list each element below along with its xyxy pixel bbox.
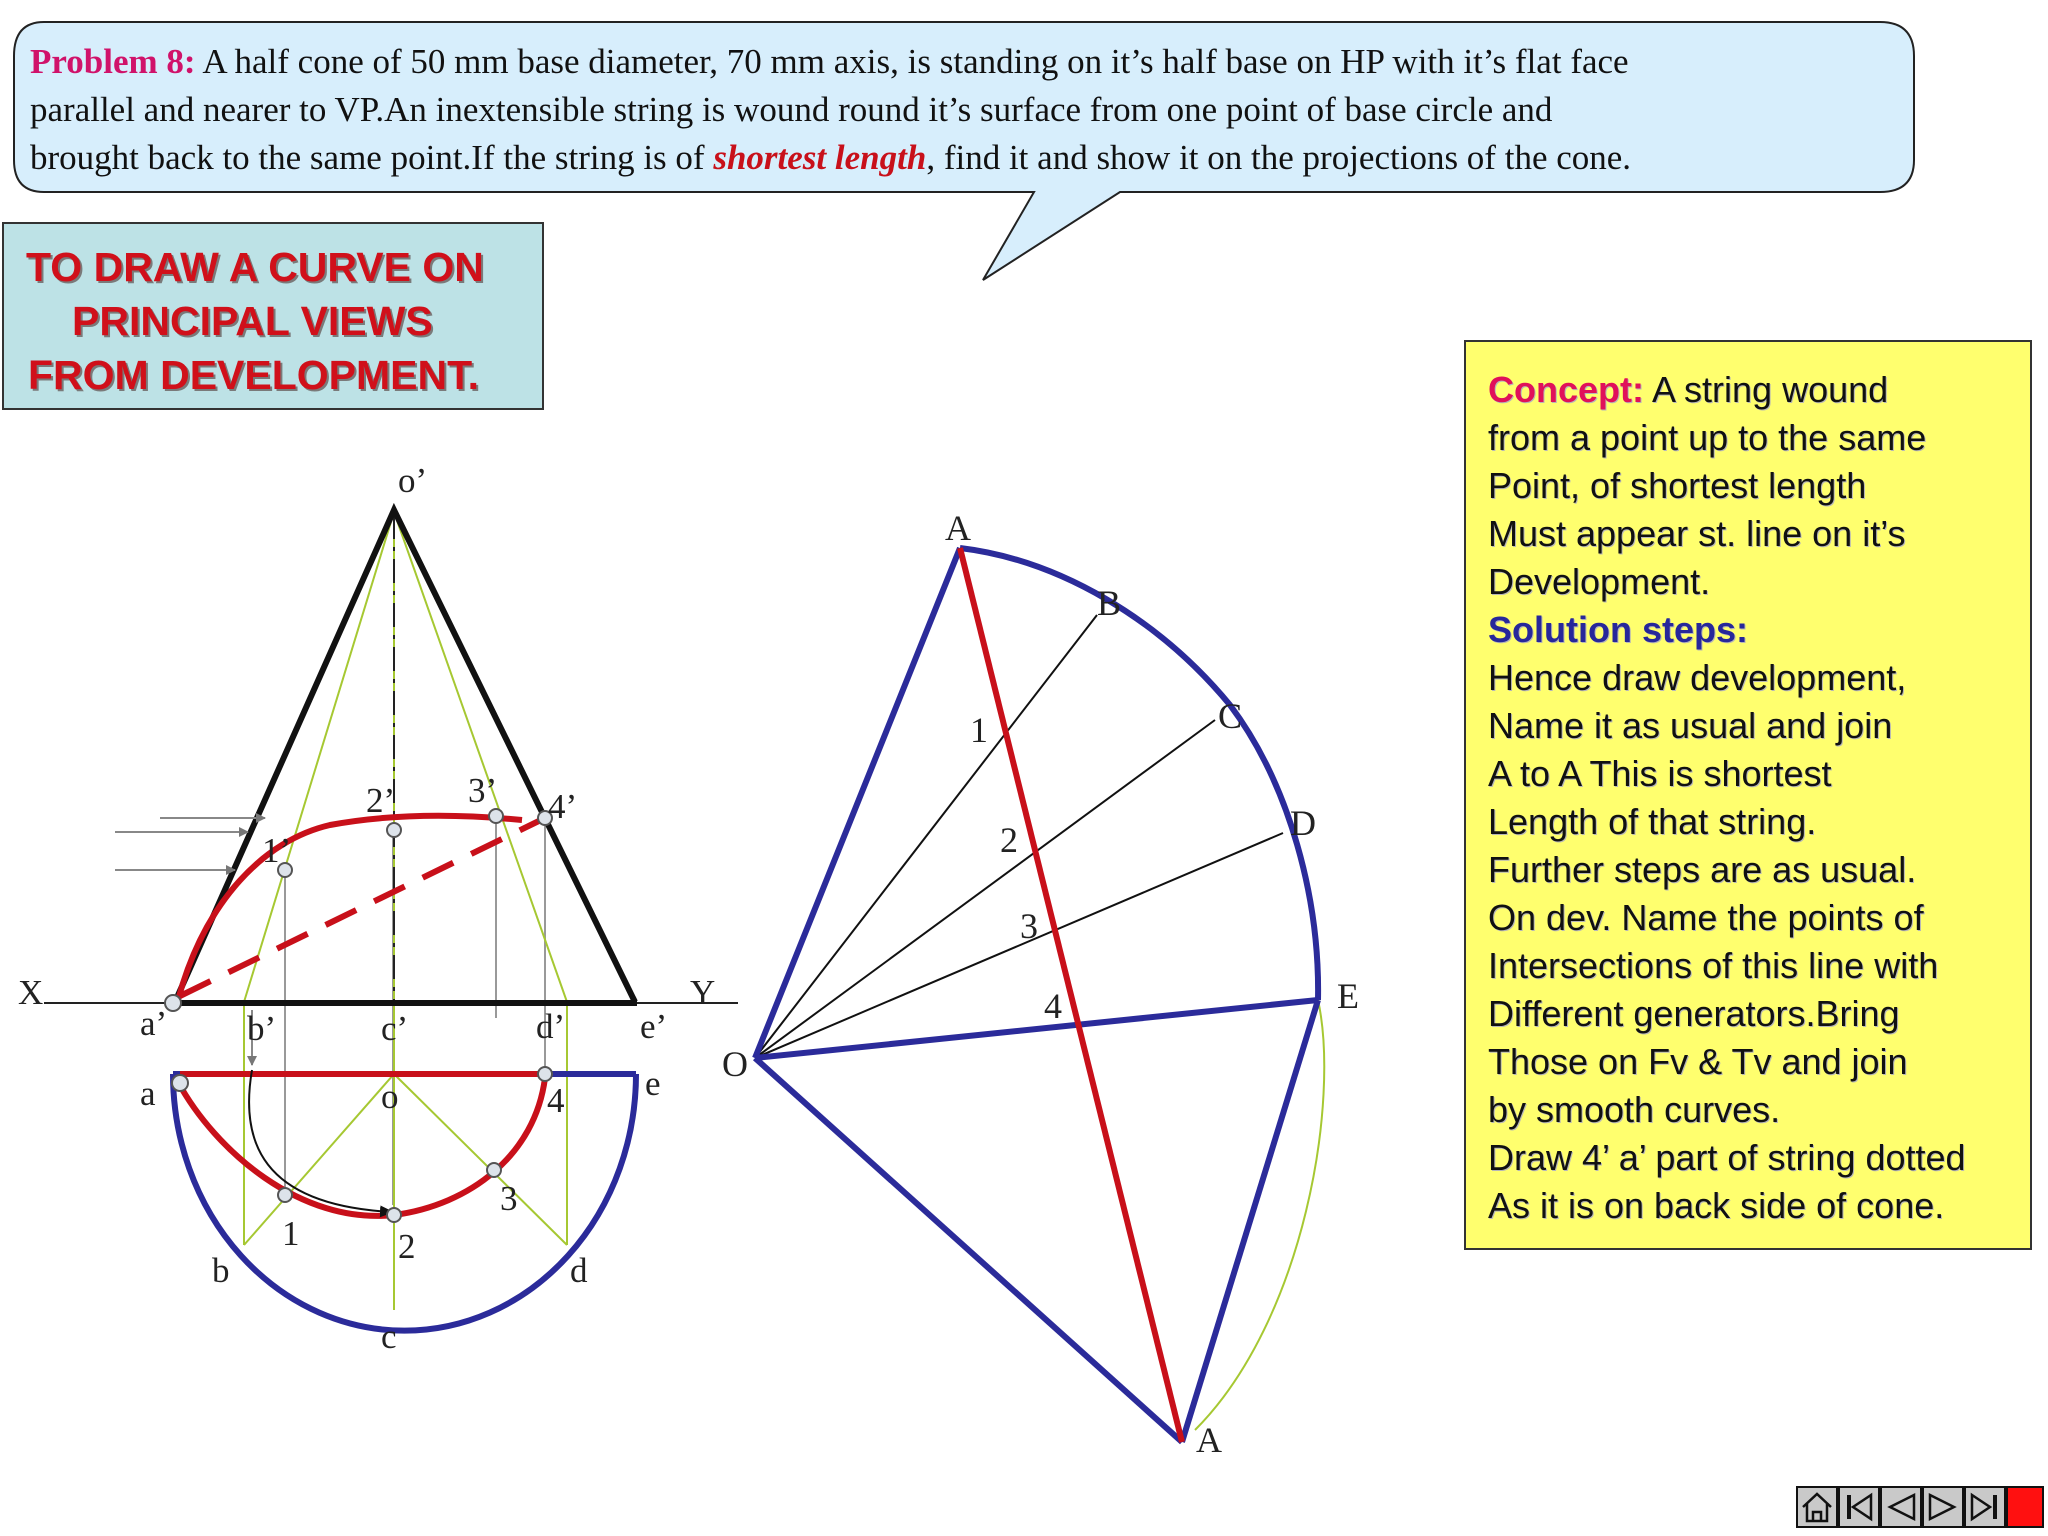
- point-label: 3: [500, 1179, 518, 1218]
- title-line-2: PRINCIPAL VIEWS: [72, 298, 433, 344]
- solution-line: Draw 4’ a’ part of string dotted: [1488, 1137, 1966, 1178]
- point-marker: [165, 995, 181, 1011]
- problem-emphasis: shortest length: [713, 138, 927, 177]
- unwind-arrow: [249, 1070, 392, 1212]
- point-label: 2’: [366, 781, 396, 820]
- concept-line-1: A string wound: [1644, 369, 1889, 410]
- last-slide-button[interactable]: [1964, 1486, 2006, 1528]
- problem-line2: parallel and nearer to VP.An inextensible string is wound round it’s surface from one point of base circle and: [30, 90, 1553, 129]
- solution-line: Length of that string.: [1488, 801, 1817, 842]
- point-marker: [487, 1163, 501, 1177]
- string-hidden-fv: [180, 818, 545, 996]
- base-label: c’: [381, 1009, 409, 1048]
- point-marker: [172, 1075, 188, 1091]
- shortest-string-line: [960, 548, 1182, 1442]
- solution-heading: Solution steps:: [1488, 609, 1748, 650]
- base-label: b’: [247, 1009, 277, 1048]
- point-label: 4’: [548, 787, 578, 826]
- next-slide-button[interactable]: [1922, 1486, 1964, 1528]
- previous-slide-icon: [1882, 1488, 1920, 1526]
- point-marker: [489, 809, 503, 823]
- tv-b-label: b: [212, 1251, 230, 1290]
- base-label: e’: [640, 1007, 668, 1046]
- problem-line3-before: brought back to the same point.If the string is of: [30, 138, 714, 177]
- dev-generator-oe: [755, 1000, 1318, 1058]
- dev-e-label: E: [1337, 976, 1359, 1016]
- problem-label: Problem 8:: [30, 42, 196, 81]
- next-slide-icon: [1924, 1488, 1962, 1526]
- generator-line: [394, 512, 567, 1002]
- point-label: 1: [282, 1214, 300, 1253]
- dev-boundary: [1182, 1000, 1318, 1442]
- solution-line: On dev. Name the points of: [1488, 897, 1924, 938]
- dev-d-label: D: [1290, 803, 1316, 843]
- top-view: [140, 1064, 661, 1356]
- dev-point-label: 4: [1044, 986, 1062, 1026]
- home-icon: [1798, 1488, 1836, 1526]
- tv-c-label: c: [381, 1317, 397, 1356]
- solution-line: A to A This is shortest: [1488, 753, 1832, 794]
- problem-line3-after: , find it and show it on the projections of the cone.: [926, 138, 1632, 177]
- point-marker: [538, 1067, 552, 1081]
- cone-outline: [175, 510, 635, 1002]
- end-show-icon: [2008, 1488, 2042, 1526]
- development: [722, 508, 1359, 1460]
- solution-line: Intersections of this line with: [1488, 945, 1939, 986]
- dev-b-label: B: [1097, 583, 1122, 623]
- dev-point-label: 3: [1020, 906, 1038, 946]
- solution-line: Name it as usual and join: [1488, 705, 1893, 746]
- first-slide-icon: [1840, 1488, 1878, 1526]
- dev-a2-label: A: [1196, 1420, 1222, 1460]
- concept-line: Development.: [1488, 561, 1711, 602]
- base-arc-construction: [1195, 1000, 1324, 1430]
- title-line-3: FROM DEVELOPMENT.: [28, 352, 480, 398]
- concept-heading: Concept:: [1488, 369, 1644, 410]
- x-label: X: [18, 973, 44, 1012]
- dev-boundary: [755, 1058, 1182, 1442]
- solution-line: Hence draw development,: [1488, 657, 1907, 698]
- dev-point-label: 2: [1000, 820, 1018, 860]
- point-label: 1’: [262, 831, 292, 870]
- previous-slide-button[interactable]: [1880, 1486, 1922, 1528]
- generator-line: [244, 1074, 394, 1245]
- dev-a-label: A: [945, 508, 971, 548]
- tv-e-label: e: [645, 1064, 661, 1103]
- base-label: a’: [140, 1004, 168, 1043]
- solution-line: by smooth curves.: [1488, 1089, 1781, 1130]
- solution-line: Those on Fv & Tv and join: [1488, 1041, 1908, 1082]
- problem-line1: A half cone of 50 mm base diameter, 70 mm axis, is standing on it’s half base on HP with it’s flat face: [195, 42, 1629, 81]
- solution-line: Further steps are as usual.: [1488, 849, 1917, 890]
- point-marker: [387, 823, 401, 837]
- apex-label: o’: [398, 461, 428, 500]
- point-label: 4: [547, 1081, 565, 1120]
- dev-o-label: O: [722, 1044, 748, 1084]
- concept-line: from a point up to the same: [1488, 417, 1927, 458]
- front-view: [18, 461, 738, 1310]
- point-label: 3’: [468, 771, 498, 810]
- first-slide-button[interactable]: [1838, 1486, 1880, 1528]
- dev-point-label: 1: [970, 710, 988, 750]
- point-marker: [387, 1208, 401, 1222]
- string-curve-tv: [178, 1078, 545, 1216]
- concept-line: Must appear st. line on it’s: [1488, 513, 1906, 554]
- concept-line: Point, of shortest length: [1488, 465, 1867, 506]
- tv-a-label: a: [140, 1074, 156, 1113]
- y-label: Y: [690, 973, 716, 1012]
- solution-line: Different generators.Bring: [1488, 993, 1900, 1034]
- home-button[interactable]: [1796, 1486, 1838, 1528]
- tv-o-label: o: [381, 1077, 399, 1116]
- dev-c-label: C: [1218, 696, 1243, 736]
- tv-d-label: d: [570, 1251, 588, 1290]
- end-show-button[interactable]: [2006, 1486, 2044, 1528]
- point-label: 2: [398, 1227, 416, 1266]
- solution-line: As it is on back side of cone.: [1488, 1185, 1945, 1226]
- title-line-1: TO DRAW A CURVE ON: [26, 244, 484, 290]
- point-marker: [278, 1188, 292, 1202]
- last-slide-icon: [1966, 1488, 2004, 1526]
- base-label: d’: [536, 1007, 566, 1046]
- generator-line: [244, 512, 394, 1002]
